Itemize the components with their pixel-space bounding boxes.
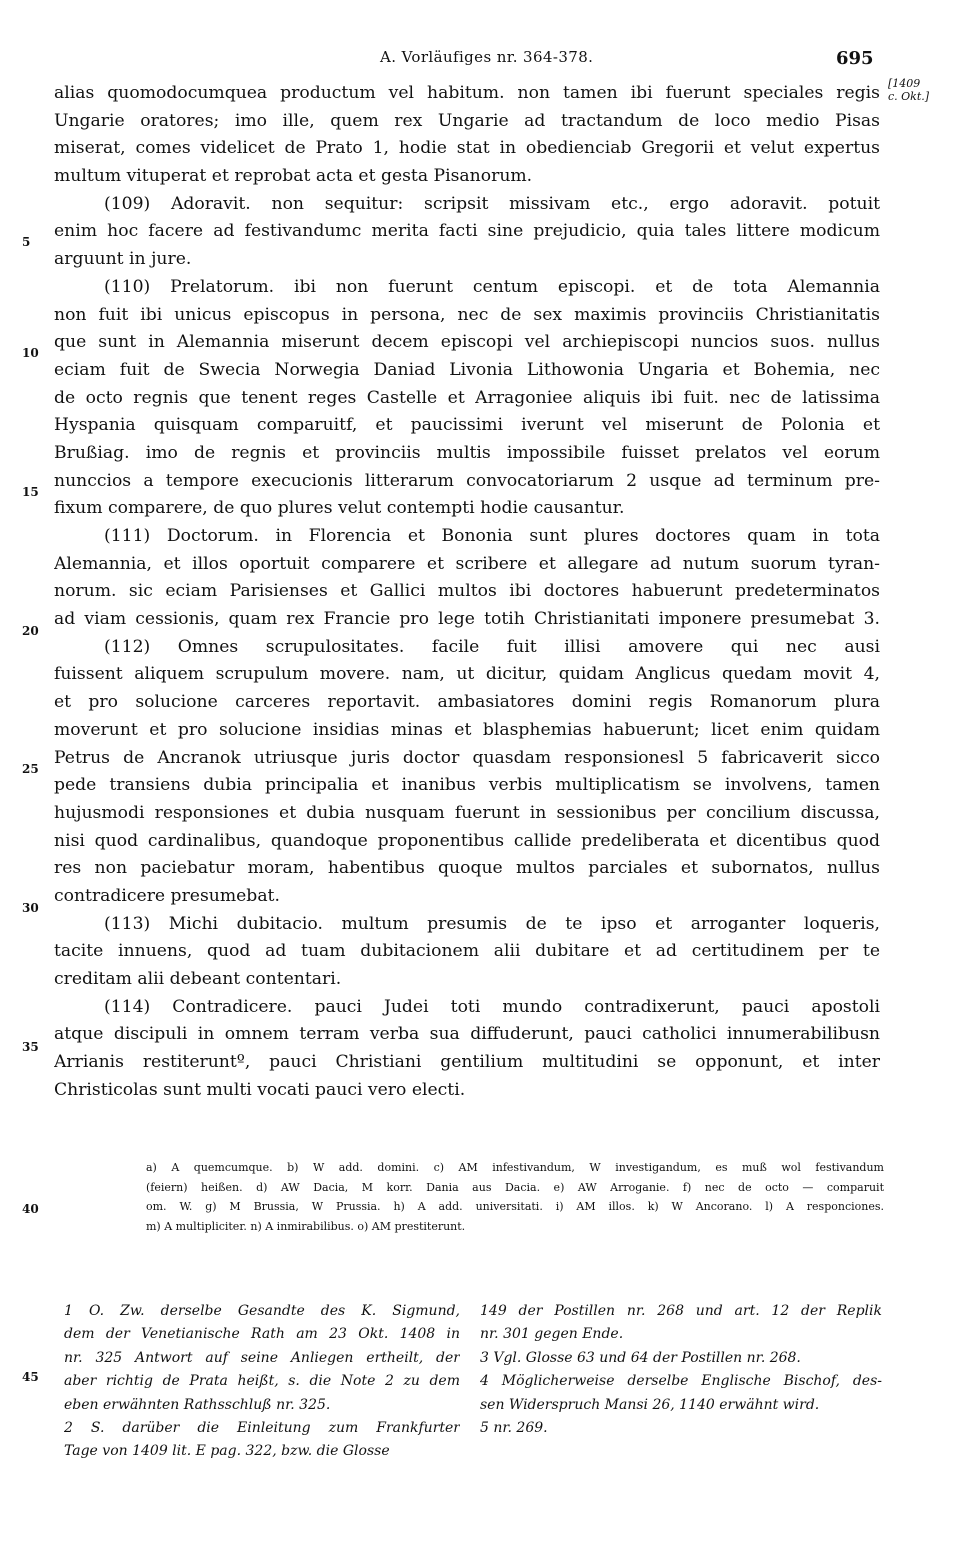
line-number: 45: [22, 1370, 39, 1384]
page-number: 695: [836, 48, 874, 69]
text-line: moverunt et pro solucione insidias minas et blasphemias habuerunt; licet enim quidam: [54, 719, 880, 740]
line-number: 25: [22, 762, 39, 776]
text-line: creditam alii debeant contentari.: [54, 969, 342, 989]
line-number: 35: [22, 1040, 39, 1054]
line-number: 30: [22, 901, 39, 915]
text-line: nunccios a tempore execucionis litterarum convocatoriarum 2 usque ad terminum pre-: [54, 470, 880, 491]
running-title: A. Vorläufiges nr. 364-378.: [380, 48, 594, 66]
margin-note-line: [1409: [888, 77, 921, 90]
footnote-line: sen Widerspruch Mansi 26, 1140 erwähnt wird.: [480, 1396, 820, 1413]
text-line: atque discipuli in omnem terram verba sua diffuderunt, pauci catholici innumerabilibusn: [54, 1024, 880, 1045]
text-line: hujusmodi responsiones et dubia nusquam fuerunt in sessionibus per concilium discussa,: [54, 802, 880, 823]
footnote-line: nr. 301 gegen Ende.: [480, 1326, 624, 1343]
footnote-line: dem der Venetianische Rath am 23 Okt. 1408 in: [64, 1326, 460, 1343]
footnote-line: 3 Vgl. Glosse 63 und 64 der Postillen nr. 268.: [480, 1349, 801, 1366]
text-line: Arrianis restiteruntº, pauci Christiani gentilium multitudini se opponunt, et inter: [54, 1052, 880, 1073]
text-line: Hyspania quisquam comparuitf, et paucissimi iverunt vel miserunt de Polonia et: [54, 415, 880, 436]
text-line: Christicolas sunt multi vocati pauci vero electi.: [54, 1079, 466, 1100]
margin-note-line: c. Okt.]: [888, 90, 930, 103]
footnote-line: eben erwähnten Rathsschluß nr. 325.: [64, 1396, 331, 1413]
line-number: 15: [22, 485, 39, 499]
footnote-line: nr. 325 Antwort auf seine Anliegen ertheilt, der: [64, 1349, 460, 1366]
text-line: (109) Adoravit. non sequitur: scripsit missivam etc., ergo adoravit. potuit: [104, 193, 880, 214]
text-line: que sunt in Alemannia miserunt decem episcopi vel archiepiscopi nuncios suos. nullus: [54, 332, 880, 353]
text-line: norum. sic eciam Parisienses et Gallici multos ibi doctores habuerunt predeterminatos: [54, 581, 880, 602]
footnote-line: 1 O. Zw. derselbe Gesandte des K. Sigmund,: [64, 1303, 460, 1319]
footnotes-right-column: [480, 1300, 882, 1440]
apparatus-line: a) A quemcumque. b) W add. domini. c) AM infestivandum, W investigandum, es muß wol festivandum: [146, 1161, 884, 1174]
footnotes-left-column: [64, 1300, 460, 1464]
footnote-line: 149 der Postillen nr. 268 und art. 12 der Replik: [480, 1303, 882, 1319]
apparatus-line: (feiern) heißen. d) AW Dacia, M korr. Dania aus Dacia. e) AW Arroganie. f) nec de octo — comparuit: [146, 1180, 884, 1194]
text-line: (110) Prelatorum. ibi non fuerunt centum episcopi. et de tota Alemannia: [104, 276, 880, 297]
footnote-line: 4 Möglicherweise derselbe Englische Bischof, des-: [480, 1373, 882, 1390]
text-line: (114) Contradicere. pauci Judei toti mundo contradixerunt, pauci apostoli: [104, 996, 880, 1017]
footnote-line: 2 S. darüber die Einleitung zum Frankfurter: [64, 1419, 460, 1436]
line-number: 5: [22, 235, 31, 249]
text-line: Petrus de Ancranok utriusque juris doctor quasdam responsionesl 5 fabricaverit sicco: [54, 747, 880, 768]
text-line: nisi quod cardinalibus, quandoque proponentibus callide predeliberata et dicentibus quod: [54, 830, 880, 851]
text-line: res non paciebatur moram, habentibus quoque multos parciales et subornatos, nullus: [54, 858, 880, 879]
footnote-line: aber richtig de Prata heißt, s. die Note 2 zu dem: [64, 1373, 460, 1390]
text-line: pede transiens dubia principalia et inanibus verbis multiplicatism se involvens, tamen: [54, 775, 880, 796]
text-line: eciam fuit de Swecia Norwegia Daniad Livonia Lithowonia Ungaria et Bohemia, nec: [54, 359, 880, 380]
apparatus-line: om. W. g) M Brussia, W Prussia. h) A add. universitati. i) AM illos. k) W Ancorano. l) A responciones.: [146, 1200, 884, 1213]
main-text: [54, 80, 880, 1104]
text-line: tacite innuens, quod ad tuam dubitacionem alii dubitare et ad certitudinem per te: [54, 941, 880, 962]
text-line: contradicere presumebat.: [54, 885, 280, 906]
apparatus-line: m) A multipliciter. n) A inmirabilibus. o) AM prestiterunt.: [146, 1219, 466, 1233]
text-line: arguunt in jure.: [54, 249, 192, 270]
text-line: non fuit ibi unicus episcopus in persona, nec de sex maximis provinciis Christianitatis: [54, 304, 880, 325]
text-line: (111) Doctorum. in Florencia et Bononia sunt plures doctores quam in tota: [104, 526, 880, 546]
text-line: Brußiag. imo de regnis et provinciis multis impossibile fuisset prelatos vel eorum: [54, 442, 880, 463]
footnote-line: 5 nr. 269.: [480, 1419, 548, 1436]
text-line: (112) Omnes scrupulositates. facile fuit illisi amovere qui nec ausi: [104, 636, 880, 657]
text-line: (113) Michi dubitacio. multum presumis de te ipso et arroganter loqueris,: [104, 913, 880, 934]
text-line: alias quomodocumquea productum vel habitum. non tamen ibi fuerunt speciales regis: [54, 83, 880, 103]
text-line: miserat, comes videlicet de Prato 1, hodie stat in obedienciab Gregorii et velut expertus: [54, 138, 880, 159]
line-number: 20: [22, 624, 39, 638]
text-line: enim hoc facere ad festivandumc merita facti sine prejudicio, quia tales littere modicum: [54, 221, 880, 242]
text-line: et pro solucione carceres reportavit. ambasiatores domini regis Romanorum plura: [54, 692, 880, 713]
text-line: de octo regnis que tenent reges Castelle et Arragoniee aliquis ibi fuit. nec de latissima: [54, 387, 880, 408]
text-line: fixum comparere, de quo plures velut contempti hodie causantur.: [54, 498, 625, 519]
footnote-line: Tage von 1409 lit. E pag. 322, bzw. die Glosse: [64, 1443, 390, 1460]
text-line: Ungarie oratores; imo ille, quem rex Ungarie ad tractandum de loco medio Pisas: [54, 110, 880, 131]
text-line: fuissent aliquem scrupulum movere. nam, ut dicitur, quidam Anglicus quedam movit 4,: [54, 664, 880, 685]
critical-apparatus: [146, 1158, 884, 1236]
page-header: [0, 48, 960, 76]
text-line: Alemannia, et illos oportuit comparere et scribere et allegare ad nutum suorum tyran-: [54, 553, 880, 574]
text-line: multum vituperat et reprobat acta et gesta Pisanorum.: [54, 166, 533, 187]
line-number: 10: [22, 346, 39, 360]
line-number: 40: [22, 1202, 39, 1216]
margin-date-note: [888, 77, 929, 103]
text-line: ad viam cessionis, quam rex Francie pro lege totih Christianitati imponere presumebat 3.: [54, 609, 880, 630]
